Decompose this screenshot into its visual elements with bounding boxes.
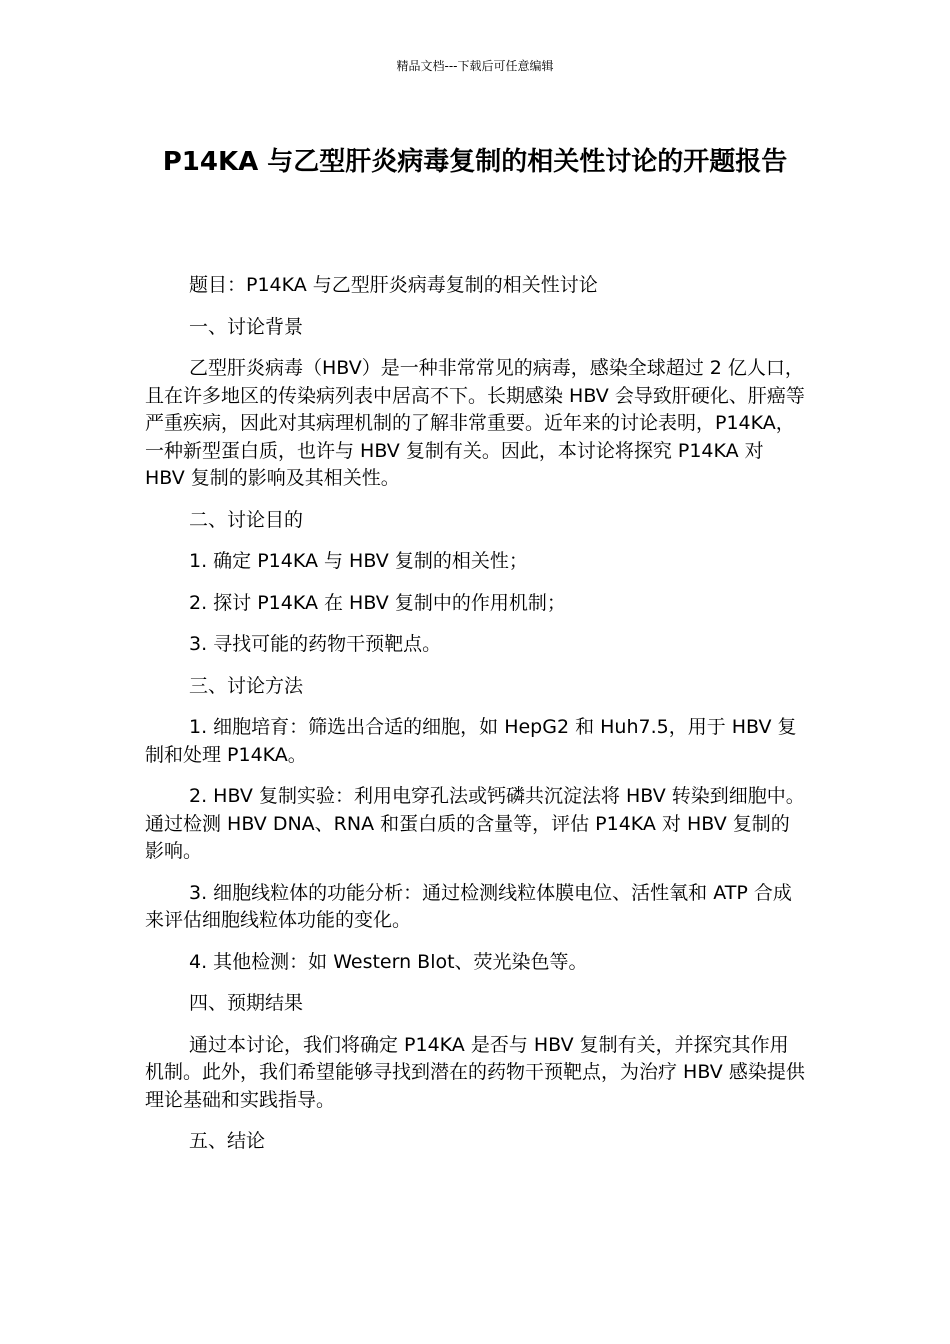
method-item-4: 4. 其他检测：如 Western Blot、荧光染色等。 <box>189 950 588 973</box>
method-item-3: 3. 细胞线粒体的功能分析：通过检测线粒体膜电位、活性氧和 ATP 合成来评估细胞线粒体功能的变化。 <box>145 881 792 931</box>
method-item-1: 1. 细胞培育：筛选出合适的细胞，如 HepG2 和 Huh7.5，用于 HBV 复制和处理 P14KA。 <box>145 716 797 766</box>
document-title: P14KA 与乙型肝炎病毒复制的相关性讨论的开题报告 <box>162 147 788 177</box>
purpose-item-3: 3. 寻找可能的药物干预靶点。 <box>189 633 442 655</box>
document-body <box>145 272 805 1170</box>
background-paragraph: 乙型肝炎病毒（HBV）是一种非常常见的病毒，感染全球超过 2 亿人口，且在许多地区的传染病列表中居高不下。长期感染 HBV 会导致肝硬化、肝癌等严重疾病，因此对其病理机制的了解非常重要。近年来的讨论表明，P14KA，一种新型蛋白质，也许与 HBV 复制有关。因此，本讨论将探究 P14KA 对 HBV 复制的影响及其相关性。 <box>145 357 805 489</box>
page-header: 精品文档---下载后可任意编辑 <box>396 59 554 73</box>
section-heading-conclusion: 五、结论 <box>189 1130 266 1152</box>
section-heading-method: 三、讨论方法 <box>189 674 304 697</box>
subject-line: 题目：P14KA 与乙型肝炎病毒复制的相关性讨论 <box>189 274 598 296</box>
section-heading-results: 四、预期结果 <box>189 992 304 1014</box>
purpose-item-1: 1. 确定 P14KA 与 HBV 复制的相关性； <box>189 550 528 572</box>
results-paragraph: 通过本讨论，我们将确定 P14KA 是否与 HBV 复制有关，并探究其作用机制。此外，我们希望能够寻找到潜在的药物干预靶点，为治疗 HBV 感染提供理论基础和实践指导。 <box>145 1033 805 1111</box>
method-item-2: 2. HBV 复制实验：利用电穿孔法或钙磷共沉淀法将 HBV 转染到细胞中。通过检测 HBV DNA、RNA 和蛋白质的含量等，评估 P14KA 对 HBV 复制的影响。 <box>145 785 805 862</box>
purpose-item-2: 2. 探讨 P14KA 在 HBV 复制中的作用机制； <box>189 591 566 614</box>
section-heading-background: 一、讨论背景 <box>189 315 304 338</box>
section-heading-purpose: 二、讨论目的 <box>189 508 304 531</box>
